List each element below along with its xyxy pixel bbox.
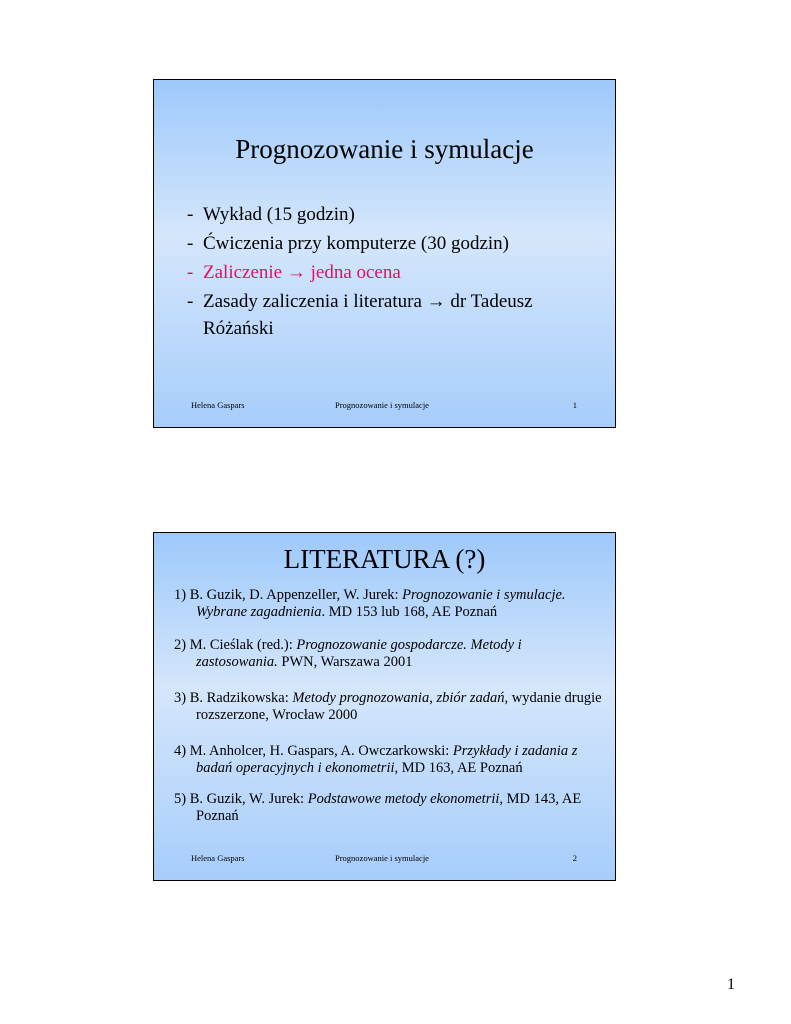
footer-author: Helena Gaspars bbox=[191, 853, 245, 863]
bullet-dash: - bbox=[187, 291, 194, 312]
bullet-text: Ćwiczenia przy komputerze (30 godzin) bbox=[203, 233, 509, 254]
bullet-list bbox=[187, 200, 607, 341]
reference-text: 3) B. Radzikowska: bbox=[174, 690, 293, 706]
reference-title: Prognozowanie i symulacje. Wybrane zagadnienia bbox=[196, 587, 566, 620]
slide-2 bbox=[153, 532, 616, 881]
bullet-dash: - bbox=[187, 233, 194, 254]
footer-slide-number: 2 bbox=[572, 853, 577, 863]
reference-item bbox=[174, 637, 604, 671]
page-number: 1 bbox=[727, 976, 735, 993]
reference-title: Prognozowanie gospodarcze. Metody i zastosowania. bbox=[196, 637, 522, 670]
bullet-text: Wykład (15 godzin) bbox=[203, 204, 355, 225]
reference-text: 1) B. Guzik, D. Appenzeller, W. Jurek: bbox=[174, 587, 403, 603]
reference-text: 5) B. Guzik, W. Jurek: bbox=[174, 791, 308, 807]
reference-title: Przykłady i zadania z badań operacyjnych i ekonometrii bbox=[196, 743, 578, 776]
bullet-continuation: Różański bbox=[203, 318, 274, 339]
reference-publisher: . MD 153 lub 168, AE Poznań bbox=[321, 604, 498, 620]
slide-footer bbox=[154, 399, 615, 411]
footer-course: Prognozowanie i symulacje bbox=[335, 400, 429, 410]
bullet-item bbox=[187, 287, 607, 341]
slide-footer bbox=[154, 852, 615, 864]
bullet-text: Zasady zaliczenia i literatura → dr Tadeusz bbox=[203, 291, 533, 312]
reference-item bbox=[174, 791, 604, 825]
bullet-item-highlighted bbox=[187, 258, 607, 287]
slide-title: LITERATURA (?) bbox=[283, 544, 486, 574]
reference-title: Metody prognozowania, zbiór zadań bbox=[292, 690, 505, 706]
bullet-item bbox=[187, 200, 607, 229]
reference-item bbox=[174, 587, 604, 621]
reference-item bbox=[174, 690, 604, 724]
footer-course: Prognozowanie i symulacje bbox=[335, 853, 429, 863]
reference-title: Podstawowe metody ekonometrii bbox=[307, 791, 500, 807]
footer-author: Helena Gaspars bbox=[191, 400, 245, 410]
reference-publisher: , MD 163, AE Poznań bbox=[394, 760, 523, 776]
reference-item bbox=[174, 743, 604, 777]
footer-slide-number: 1 bbox=[572, 400, 577, 410]
bullet-dash: - bbox=[187, 204, 194, 225]
reference-publisher: , MD 143, AE Poznań bbox=[196, 791, 582, 824]
reference-publisher: , wydanie drugie rozszerzone, Wrocław 2000 bbox=[196, 690, 602, 723]
slide-1 bbox=[153, 79, 616, 428]
reference-text: 4) M. Anholcer, H. Gaspars, A. Owczarkowski: bbox=[174, 743, 453, 759]
bullet-item bbox=[187, 229, 607, 258]
reference-text: 2) M. Cieślak (red.): bbox=[174, 637, 297, 653]
bullet-text: Zaliczenie → jedna ocena bbox=[203, 262, 401, 283]
reference-list bbox=[174, 587, 604, 841]
bullet-dash: - bbox=[187, 262, 194, 283]
reference-publisher: PWN, Warszawa 2001 bbox=[277, 654, 413, 670]
slide-title: Prognozowanie i symulacje bbox=[235, 134, 534, 164]
